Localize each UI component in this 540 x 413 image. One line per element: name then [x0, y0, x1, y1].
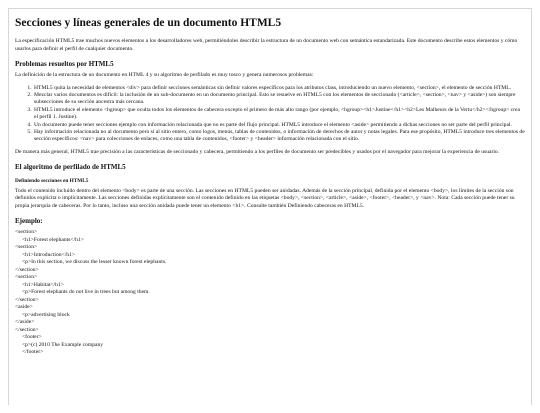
code-line: <p>Forest elephants do not live in trees but among them.: [22, 289, 150, 296]
code-line: <p>In this section, we discuss the lesser known forest elephants.: [22, 259, 167, 266]
code-line: <h1>Habitat</h1>: [22, 281, 64, 288]
code-line: <h1>Introduction</h1>: [22, 251, 76, 258]
page-title: Secciones y líneas generales de un documento HTML5: [15, 17, 282, 29]
code-line: <p>advertising block: [22, 311, 70, 318]
code-line: <footer>: [22, 334, 42, 341]
code-line: </footer>: [22, 349, 44, 356]
intro-paragraph: La especificación HTML5 trae muchos nuevos elementos a los desarrolladores web, permitiéndoles describir la estructura de un documento web con semántica estandarizada. Este documento describe estos elementos y cómo usarlos para definir el perfil de cualquier documento.: [15, 38, 518, 52]
code-line: <section>: [15, 229, 38, 236]
section-heading-algorithm: El algoritmo de perfilado de HTML5: [15, 163, 126, 172]
list-item: 3. HTML5 introduce el elemento <hgroup> que oculta todos los elementos de cabecera excepto el primero de más alto rango (por ejemplo, <hgroup><h1>Justine</h1><h2>Les Malheurs de la Vertu</h2></hgroup> crea el perfil 1. Justine).: [33, 107, 525, 122]
code-line: </section>: [15, 296, 39, 303]
code-line: <section>: [15, 274, 38, 281]
code-line: </section>: [15, 326, 39, 333]
subheading-defining-sections: Definiendo secciones en HTML5: [15, 177, 89, 184]
problems-lead-paragraph: La definición de la estructura de un documento en HTML 4 y su algoritmo de perfilado es muy tosco y genera numerosos problemas:: [15, 72, 314, 79]
list-item: 4. Un documento puede tener secciones ejemplo con información relacionada que no es parte del flujo principal. HTML5 introduce el elemento <aside> permitiendo a dichas secciones no ser parte del perfil principal.: [33, 122, 525, 129]
code-line: <p>(c) 2010 The Example company: [22, 341, 104, 348]
code-line: </section>: [15, 266, 39, 273]
code-line: <aside>: [15, 304, 33, 311]
code-line: <section>: [15, 244, 38, 251]
code-example: [15, 229, 525, 356]
problems-closing-paragraph: De manera más general, HTML5 trae precisión a las características de seccionado y cabecera, permitiendo a los perfiles de documento ser predecibles y usados por el navegador para mejorar la experiencia de usuario.: [15, 148, 500, 155]
algorithm-body-paragraph: Todo el contenido incluido dentro del elemento <body> es parte de una sección. Las secciones en HTML5 pueden ser anidadas. Además de la sección principal, definida por el elemento <body>, los límites de la sección son definidos explícita o implícitamente. Las secciones definidas explícitamente son el contenido definido en las etiquetas <body>, <section>, <article>, <aside>, <footer>, <header>, y <nav>. Nota: Cada sección puede tener su propia jerarquía de cabeceras. Por lo tanto, incluso una sección anidada puede tener un elemento <h1>. Consulte también Definiendo cabeceras en HTML5.: [15, 187, 515, 209]
code-line: </aside>: [15, 319, 35, 326]
example-label: Ejemplo:: [15, 216, 43, 225]
list-item: 1. HTML5 quita la necesidad de elementos <div> para definir secciones semánticas sin definir valores específicos para los atributos class, introduciendo un nuevo elemento, <section>, el elemento de sección HTML.: [33, 85, 525, 92]
problems-list: [15, 85, 525, 144]
code-line: <h1>Forest elephants</h1>: [22, 236, 84, 243]
list-item: 5. Hay información relacionada no al documento pero sí al sitio entero, como logos, menús, tablas de contenidos, o información de derechos de autor y notas legales. Para ese propósito, HTML5 introduce tres elementos de sección específicos: <nav> para colecciones de enlaces, como una tabla de contenidos, <footer> y <header> información relacionada con el sitio.: [33, 129, 525, 144]
section-heading-problems: Problemas resueltos por HTML5: [15, 59, 114, 68]
list-item: 2. Mezclar varios documentos es difícil: la inclusión de un sub-documento en un documento principal. Esto se resuelve en HTML5 con los elementos de seccionado (<article>, <section>, <nav> y <aside>) son siempre subsecciones de su sección ancestra más cercana.: [33, 92, 525, 107]
document-page: [8, 8, 532, 405]
